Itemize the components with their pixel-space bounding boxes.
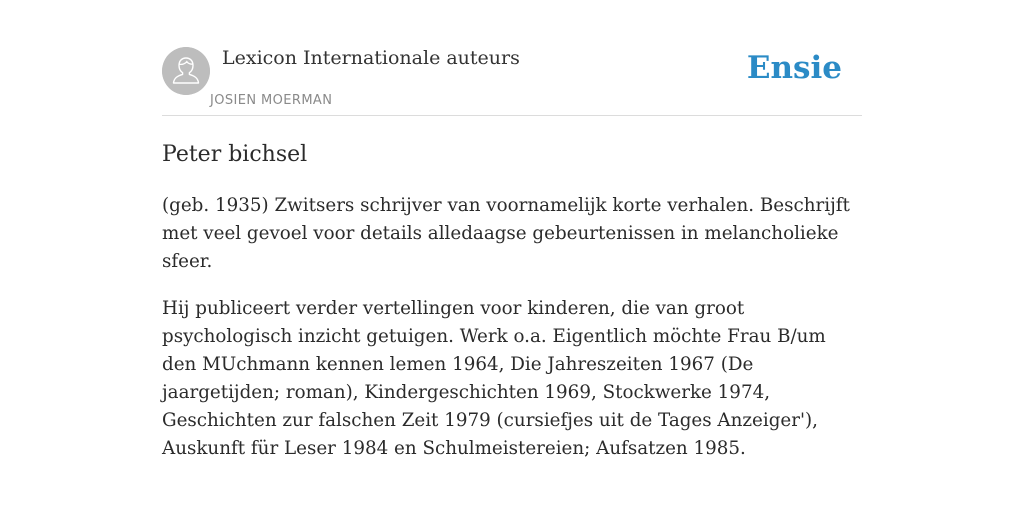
body-paragraph: Hij publiceert verder vertellingen voor kinderen, die van groot psychologisch inzicht getuigen. Werk o.a. Eigentlich möchte Frau B/um den MUchmann kennen lemen 1964, Die Jahreszeiten 1967 (De jaargetijden; roman), Kindergeschichten 1969, Stockwerke 1974, Geschichten zur falschen Zeit 1979 (cursiefjes uit de Tages Anzeiger'), Auskunft für Leser 1984 en Schulmeistereien; Aufsatzen 1985. [162,298,826,459]
entry-card [162,0,862,459]
body-paragraph: (geb. 1935) Zwitsers schrijver van voornamelijk korte verhalen. Beschrijft met veel gevoel voor details alledaagse gebeurtenissen in melancholieke sfeer. [162,195,850,272]
source-title[interactable]: Lexicon Internationale auteurs [222,47,520,69]
user-avatar-icon[interactable] [162,47,210,95]
author-name[interactable]: JOSIEN MOERMAN [210,93,333,108]
entry-header [162,0,862,116]
brand-logo[interactable]: Ensie [746,50,842,86]
entry-title: Peter bichsel [162,142,308,167]
entry-body [162,192,862,482]
